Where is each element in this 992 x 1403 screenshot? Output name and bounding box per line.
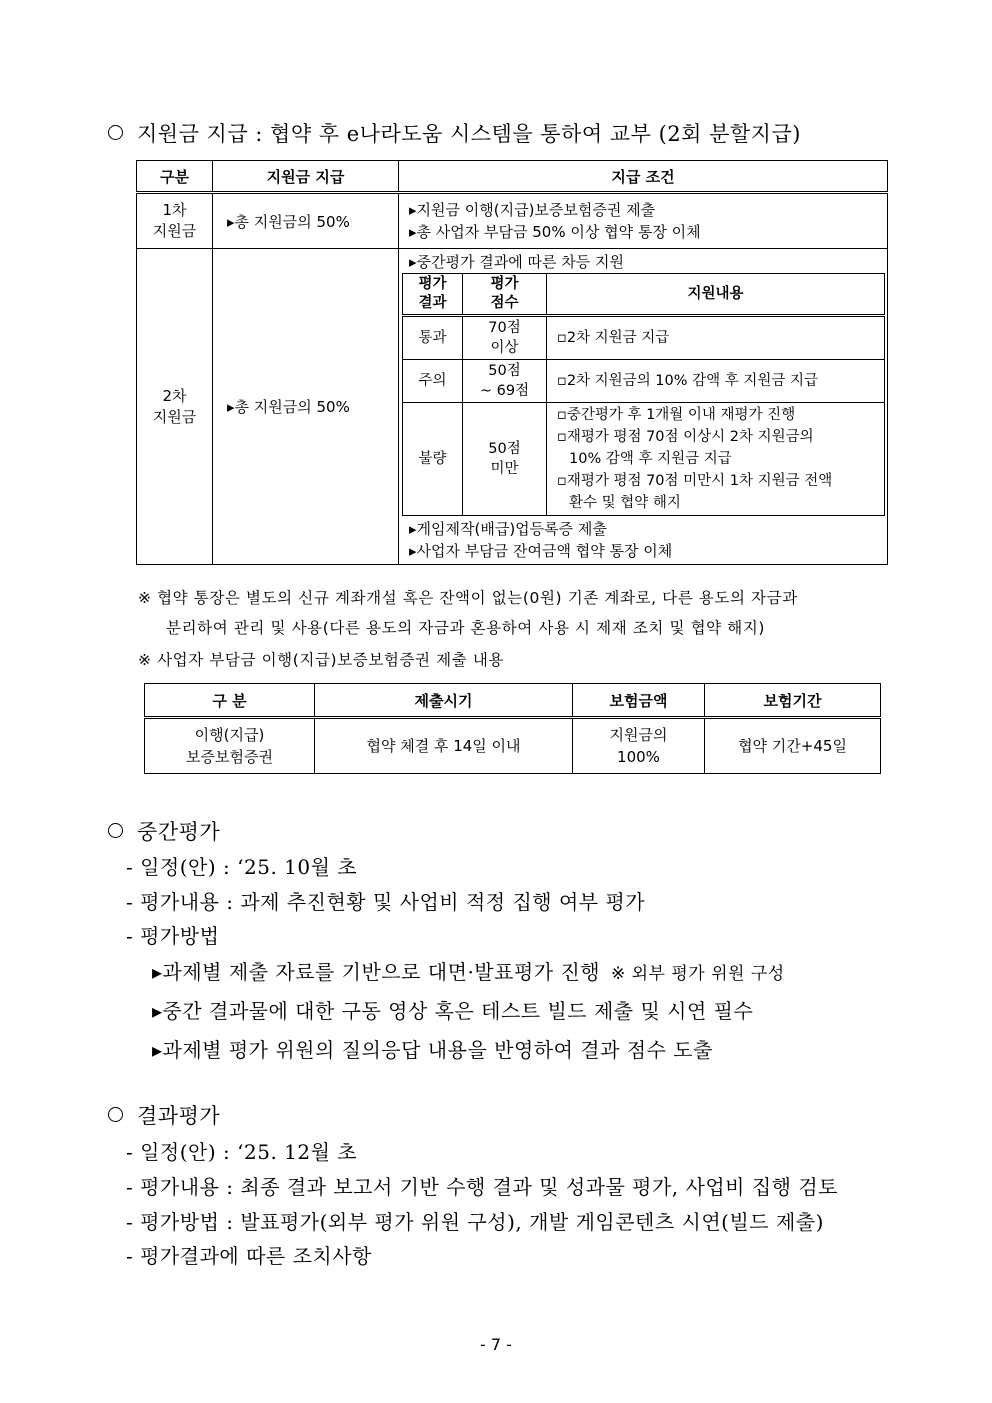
row-label: 1차 지원금: [137, 193, 213, 249]
table-row: 불량 50점 미만 ▫중간평가 후 1개월 이내 재평가 진행 ▫재평가 평점 70점 이상시 2차 지원금의 10% 감액 후 지원금 지급 ▫재평가 평점 70점 미만시 1차 지원금 전액 환수 및 협약 해지: [403, 403, 885, 516]
row-conditions: ▸지원금 이행(지급)보증보험증권 제출 ▸총 사업자 부담금 50% 이상 협약 통장 이체: [399, 193, 888, 249]
table-row: 통과 70점 이상 ▫2차 지원금 지급: [403, 316, 885, 360]
section-heading-midterm: 중간평가: [108, 816, 220, 846]
table-row: [137, 193, 888, 249]
row-amount: ▸총 지원금의 50%: [213, 249, 399, 565]
inner-header-content: 지원내용: [547, 274, 885, 316]
row-conditions: ▸중간평가 결과에 따른 차등 지원 평가 결과 평가 점수 지원내용 통과 70점 이상 ▫2차 지원금 지급 주의 50점 ~ 69점 ▫2차 지원금의 10% 감액 후 지원금 지급 불량 50점 미만 ▫중간평가 후 1개월 이내 재평가 진행 ▫재평가 평점 70점 이상시 2차 지원금의 10% 감액 후 지원금 지급 ▫재평가 평점 70점 미만시 1차 지원금 전액 환수 및 협약 해지 ▸게임제작(배급)업등록증 제출 ▸사업자 부담금 잔여금액 협약 통장 이체: [399, 249, 888, 565]
midterm-bullet-3: ▸과제별 평가 위원의 질의응답 내용을 반영하여 결과 점수 도출: [152, 1038, 713, 1062]
section-heading-final: 결과평가: [108, 1100, 220, 1130]
header-category: 구분: [137, 161, 213, 193]
evaluation-result-table: [402, 273, 885, 516]
final-followup: - 평가결과에 따른 조치사항: [126, 1244, 372, 1268]
insurance-table: [144, 683, 881, 774]
note-account-continued: 분리하여 관리 및 사용(다른 용도의 자금과 혼용하여 사용 시 제재 조치 및 협약 해지): [166, 619, 766, 637]
row-amount: ▸총 지원금의 50%: [213, 193, 399, 249]
inner-header-row: [403, 274, 885, 316]
header-payment: 지원금 지급: [213, 161, 399, 193]
section-heading-support-payment: 지원금 지급 : 협약 후 e나라도움 시스템을 통하여 교부 (2회 분할지급): [108, 118, 801, 148]
midterm-content: - 평가내용 : 과제 추진현황 및 사업비 적정 집행 여부 평가: [126, 890, 646, 914]
note-insurance: ※ 사업자 부담금 이행(지급)보증보험증권 제출 내용: [138, 651, 504, 669]
midterm-schedule: - 일정(안) : ‘25. 10월 초: [126, 855, 358, 879]
final-content: - 평가내용 : 최종 결과 보고서 기반 수행 결과 및 성과물 평가, 사업비 집행 검토: [126, 1175, 838, 1199]
table-row: 주의 50점 ~ 69점 ▫2차 지원금의 10% 감액 후 지원금 지급: [403, 360, 885, 403]
inner-header-result: 평가 결과: [403, 274, 463, 316]
midterm-method: - 평가방법: [126, 924, 220, 948]
circle-bullet-icon: [108, 1107, 123, 1122]
midterm-bullet-1: ▸과제별 제출 자료를 기반으로 대면·발표평가 진행 ※ 외부 평가 위원 구성: [152, 960, 785, 984]
table-header-row: [137, 161, 888, 193]
final-schedule: - 일정(안) : ‘25. 12월 초: [126, 1140, 358, 1164]
note-account: ※ 협약 통장은 별도의 신규 계좌개설 혹은 잔액이 없는(0원) 기존 계좌로, 다른 용도의 자금과: [138, 589, 798, 607]
table-header-row: 구 분 제출시기 보험금액 보험기간: [145, 684, 881, 718]
final-method: - 평가방법 : 발표평가(외부 평가 위원 구성), 개발 게임콘텐츠 시연(빌드 제출): [126, 1210, 824, 1234]
table-row: 이행(지급) 보증보험증권 협약 체결 후 14일 이내 지원금의 100% 협약 기간+45일: [145, 718, 881, 774]
payment-table: [136, 160, 888, 565]
circle-bullet-icon: [108, 823, 123, 838]
circle-bullet-icon: [108, 125, 123, 140]
header-conditions: 지급 조건: [399, 161, 888, 193]
table-row: [137, 249, 888, 565]
inner-header-score: 평가 점수: [463, 274, 547, 316]
page-number: - 7 -: [480, 1335, 512, 1354]
row-label: 2차 지원금: [137, 249, 213, 565]
midterm-bullet-2: ▸중간 결과물에 대한 구동 영상 혹은 테스트 빌드 제출 및 시연 필수: [152, 999, 754, 1023]
